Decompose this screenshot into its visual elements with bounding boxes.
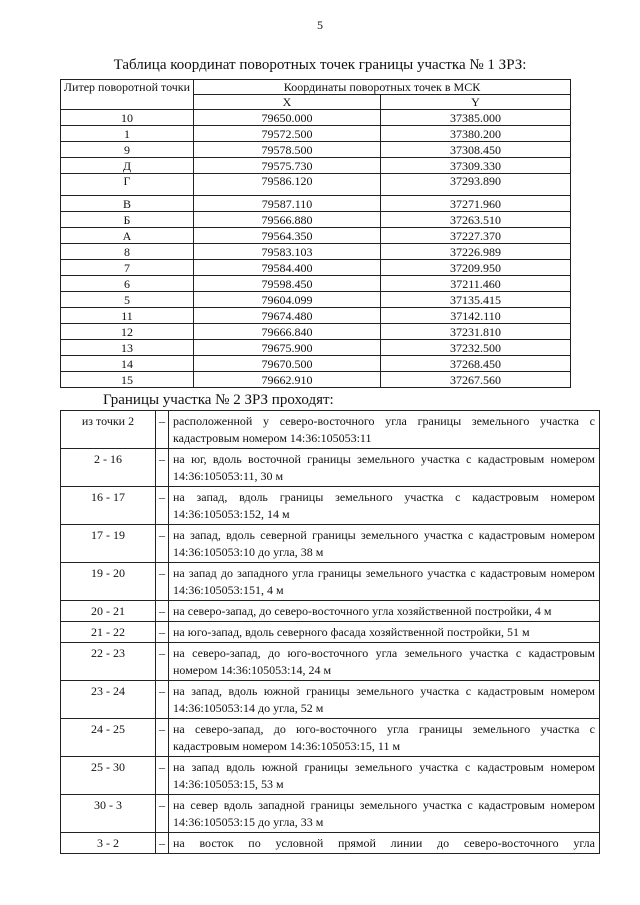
- boundary-row: [61, 563, 600, 601]
- y-cell: 37268.450: [381, 356, 571, 372]
- description-cell: расположенной у северо-восточного угла границы земельного участка с кадастровым номером 14:36:105053:11: [169, 411, 600, 449]
- y-cell: 37263.510: [381, 212, 571, 228]
- table-row: [61, 324, 571, 340]
- x-cell: 79670.500: [194, 356, 381, 372]
- table-row: [61, 212, 571, 228]
- y-cell: 37226.989: [381, 244, 571, 260]
- table1-title: Таблица координат поворотных точек границы участка № 1 ЗРЗ:: [113, 57, 527, 73]
- y-cell: 37385.000: [381, 110, 571, 126]
- boundary-row: [61, 525, 600, 563]
- boundary-row: [61, 795, 600, 833]
- description-cell: на запад вдоль южной границы земельного участка с кадастровым номером 14:36:105053:15, 53 м: [169, 757, 600, 795]
- dash-cell: –: [156, 622, 169, 643]
- header-y: Y: [381, 95, 571, 110]
- description-cell: на юго-запад, вдоль северного фасада хозяйственной постройки, 51 м: [169, 622, 600, 643]
- dash-cell: –: [156, 525, 169, 563]
- dash-cell: –: [156, 411, 169, 449]
- header-coords: Координаты поворотных точек в МСК: [194, 80, 571, 95]
- description-cell: на юг, вдоль восточной границы земельного участка с кадастровым номером 14:36:105053:11, 30 м: [169, 449, 600, 487]
- point-cell: 9: [61, 142, 194, 158]
- point-cell: 13: [61, 340, 194, 356]
- description-cell: на север вдоль западной границы земельного участка с кадастровым номером 14:36:105053:15 до угла, 33 м: [169, 795, 600, 833]
- x-cell: 79587.110: [194, 196, 381, 212]
- description-cell: на восток по условной прямой линии до северо-восточного угла: [169, 833, 600, 854]
- boundary-row: [61, 411, 600, 449]
- point-cell: Г: [61, 174, 194, 196]
- boundary-row: [61, 622, 600, 643]
- header-point: Литер поворотной точки: [61, 80, 194, 110]
- point-cell: 7: [61, 260, 194, 276]
- point-cell: 6: [61, 276, 194, 292]
- x-cell: 79572.500: [194, 126, 381, 142]
- segment-cell: из точки 2: [61, 411, 156, 449]
- y-cell: 37271.960: [381, 196, 571, 212]
- point-cell: 10: [61, 110, 194, 126]
- coordinates-table: [60, 79, 571, 388]
- point-cell: В: [61, 196, 194, 212]
- dash-cell: –: [156, 681, 169, 719]
- table-row: [61, 244, 571, 260]
- segment-cell: 17 - 19: [61, 525, 156, 563]
- page-number: 5: [317, 18, 323, 32]
- description-cell: на запад, вдоль северной границы земельного участка с кадастровым номером 14:36:105053:10 до угла, 38 м: [169, 525, 600, 563]
- segment-cell: 23 - 24: [61, 681, 156, 719]
- point-cell: 1: [61, 126, 194, 142]
- y-cell: 37142.110: [381, 308, 571, 324]
- segment-cell: 2 - 16: [61, 449, 156, 487]
- table-row: [61, 174, 571, 196]
- table-row: [61, 372, 571, 388]
- description-cell: на запад до западного угла границы земельного участка с кадастровым номером 14:36:105053:151, 4 м: [169, 563, 600, 601]
- y-cell: 37309.330: [381, 158, 571, 174]
- segment-cell: 20 - 21: [61, 601, 156, 622]
- table-row: [61, 356, 571, 372]
- table-row: [61, 196, 571, 212]
- table-row: [61, 158, 571, 174]
- dash-cell: –: [156, 487, 169, 525]
- dash-cell: –: [156, 449, 169, 487]
- point-cell: 8: [61, 244, 194, 260]
- segment-cell: 30 - 3: [61, 795, 156, 833]
- y-cell: 37267.560: [381, 372, 571, 388]
- table-row: [61, 110, 571, 126]
- dash-cell: –: [156, 719, 169, 757]
- y-cell: 37308.450: [381, 142, 571, 158]
- point-cell: 12: [61, 324, 194, 340]
- boundary-row: [61, 643, 600, 681]
- segment-cell: 3 - 2: [61, 833, 156, 854]
- table-row: [61, 126, 571, 142]
- y-cell: 37211.460: [381, 276, 571, 292]
- table-row: [61, 340, 571, 356]
- x-cell: 79598.450: [194, 276, 381, 292]
- x-cell: 79564.350: [194, 228, 381, 244]
- section2-title: Границы участка № 2 ЗРЗ проходят:: [103, 392, 334, 408]
- segment-cell: 16 - 17: [61, 487, 156, 525]
- boundary-row: [61, 487, 600, 525]
- dash-cell: –: [156, 757, 169, 795]
- segment-cell: 19 - 20: [61, 563, 156, 601]
- dash-cell: –: [156, 643, 169, 681]
- point-cell: 15: [61, 372, 194, 388]
- point-cell: 11: [61, 308, 194, 324]
- header-x: X: [194, 95, 381, 110]
- table-row: [61, 228, 571, 244]
- dash-cell: –: [156, 833, 169, 854]
- boundary-row: [61, 833, 600, 854]
- x-cell: 79674.480: [194, 308, 381, 324]
- boundaries-table: [60, 410, 600, 854]
- point-cell: А: [61, 228, 194, 244]
- table-row: [61, 276, 571, 292]
- x-cell: 79586.120: [194, 174, 381, 196]
- segment-cell: 24 - 25: [61, 719, 156, 757]
- segment-cell: 21 - 22: [61, 622, 156, 643]
- point-cell: Б: [61, 212, 194, 228]
- segment-cell: 22 - 23: [61, 643, 156, 681]
- y-cell: 37227.370: [381, 228, 571, 244]
- y-cell: 37293.890: [381, 174, 571, 196]
- x-cell: 79604.099: [194, 292, 381, 308]
- x-cell: 79650.000: [194, 110, 381, 126]
- table-row: [61, 292, 571, 308]
- boundary-row: [61, 601, 600, 622]
- dash-cell: –: [156, 563, 169, 601]
- x-cell: 79662.910: [194, 372, 381, 388]
- table-row: [61, 142, 571, 158]
- dash-cell: –: [156, 601, 169, 622]
- point-cell: 14: [61, 356, 194, 372]
- description-cell: на запад, вдоль границы земельного участка с кадастровым номером 14:36:105053:152, 14 м: [169, 487, 600, 525]
- boundary-row: [61, 681, 600, 719]
- x-cell: 79675.900: [194, 340, 381, 356]
- point-cell: 5: [61, 292, 194, 308]
- point-cell: Д: [61, 158, 194, 174]
- description-cell: на северо-запад, до северо-восточного угла хозяйственной постройки, 4 м: [169, 601, 600, 622]
- segment-cell: 25 - 30: [61, 757, 156, 795]
- y-cell: 37380.200: [381, 126, 571, 142]
- x-cell: 79575.730: [194, 158, 381, 174]
- y-cell: 37209.950: [381, 260, 571, 276]
- x-cell: 79566.880: [194, 212, 381, 228]
- x-cell: 79584.400: [194, 260, 381, 276]
- description-cell: на северо-запад, до юго-восточного угла границы земельного участка с кадастровым номером 14:36:105053:15, 11 м: [169, 719, 600, 757]
- dash-cell: –: [156, 795, 169, 833]
- table-row: [61, 308, 571, 324]
- y-cell: 37232.500: [381, 340, 571, 356]
- x-cell: 79578.500: [194, 142, 381, 158]
- boundary-row: [61, 757, 600, 795]
- description-cell: на северо-запад, до юго-восточного угла земельного участка с кадастровым номером 14:36:105053:14, 24 м: [169, 643, 600, 681]
- boundary-row: [61, 449, 600, 487]
- table-row: [61, 260, 571, 276]
- y-cell: 37231.810: [381, 324, 571, 340]
- y-cell: 37135.415: [381, 292, 571, 308]
- boundary-row: [61, 719, 600, 757]
- x-cell: 79583.103: [194, 244, 381, 260]
- x-cell: 79666.840: [194, 324, 381, 340]
- description-cell: на запад, вдоль южной границы земельного участка с кадастровым номером 14:36:105053:14 до угла, 52 м: [169, 681, 600, 719]
